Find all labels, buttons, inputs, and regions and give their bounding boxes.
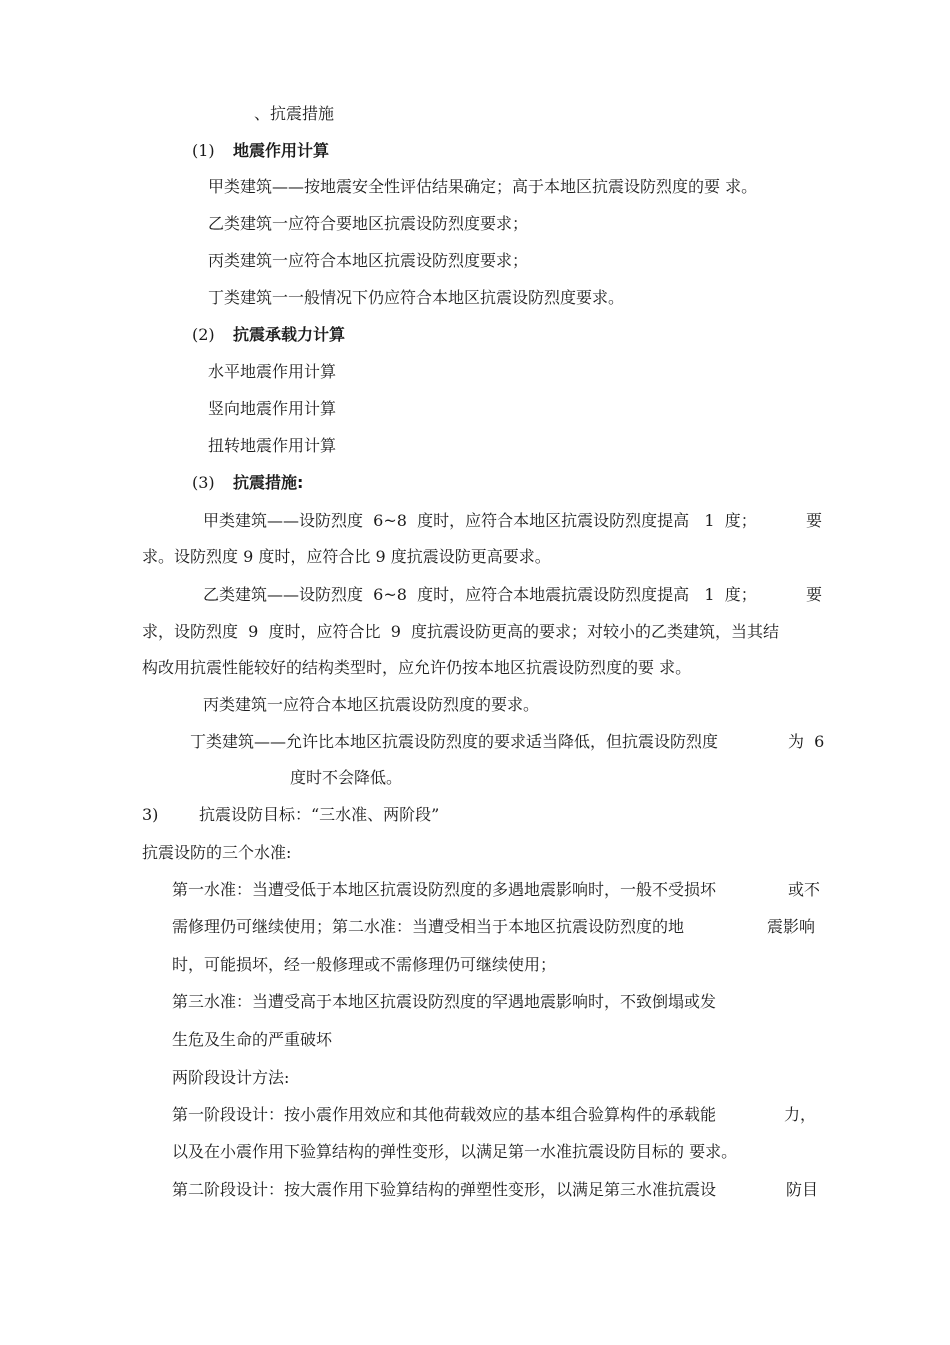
level1-line1-end: 或不	[788, 880, 821, 899]
level3-line1: 第三水准：当遭受高于本地区抗震设防烈度的罕遇地震影响时，不致倒塌或发	[172, 992, 717, 1011]
vertical-action-line: 竖向地震作用计算	[208, 399, 337, 418]
class-a-measure-line2: 求。设防烈度 9 度时，应符合比 9 度抗震设防更高要求。	[142, 547, 551, 566]
two-stage-title: 两阶段设计方法:	[172, 1068, 290, 1087]
level1-line1: 第一水准：当遭受低于本地区抗震设防烈度的多遇地震影响时，一般不受损坏	[172, 880, 717, 899]
class-d-measure-line2: 度时不会降低。	[290, 768, 403, 787]
stage1-line1: 第一阶段设计：按小震作用效应和其他荷载效应的基本组合验算构件的承载能	[172, 1105, 717, 1124]
class-b-measure-line1: 乙类建筑——设防烈度 6~8 度时，应符合本地震抗震设防烈度提高 1 度；	[203, 585, 757, 604]
section-3-title: 抗震措施:	[233, 473, 304, 492]
stage1-line1-end: 力，	[784, 1105, 817, 1124]
class-b-line: 乙类建筑一应符合要地区抗震设防烈度要求；	[208, 214, 529, 233]
class-b-measure-line2: 求，设防烈度 9 度时，应符合比 9 度抗震设防更高的要求；对较小的乙类建筑，当其结	[142, 622, 780, 641]
level1-line2: 需修理仍可继续使用；第二水准：当遭受相当于本地区抗震设防烈度的地	[172, 917, 685, 936]
stage2-line1-end: 防目	[786, 1180, 819, 1199]
section-1-title: 地震作用计算	[233, 141, 330, 160]
torsion-action-line: 扭转地震作用计算	[208, 436, 337, 455]
level1-line3: 时，可能损坏，经一般修理或不需修理仍可继续使用；	[172, 955, 557, 974]
targets-title: 抗震设防目标：“三水准、两阶段”	[199, 805, 440, 824]
class-b-measure-line1-end: 要	[806, 585, 823, 604]
section-2-number: (2)	[192, 325, 215, 344]
class-a-measure-line1-end: 要	[806, 511, 823, 530]
level3-line2: 生危及生命的严重破坏	[172, 1030, 333, 1049]
class-d-measure-line1: 丁类建筑——允许比本地区抗震设防烈度的要求适当降低，但抗震设防烈度	[190, 732, 719, 751]
horizontal-action-line: 水平地震作用计算	[208, 362, 337, 381]
stage1-line2: 以及在小震作用下验算结构的弹性变形，以满足第一水准抗震设防目标的 要求。	[172, 1142, 738, 1161]
targets-number: 3)	[142, 805, 159, 824]
class-c-line: 丙类建筑一应符合本地区抗震设防烈度要求；	[208, 251, 529, 270]
level1-line2-end: 震影响	[767, 917, 816, 936]
section-2-title: 抗震承载力计算	[233, 325, 346, 344]
section-3-number: (3)	[192, 473, 215, 492]
three-levels-title: 抗震设防的三个水准:	[142, 843, 292, 862]
class-d-line: 丁类建筑一一般情况下仍应符合本地区抗震设防烈度要求。	[208, 288, 625, 307]
class-a-measure-line1: 甲类建筑——设防烈度 6~8 度时，应符合本地区抗震设防烈度提高 1 度；	[203, 511, 757, 530]
heading-seismic-measures: 、抗震措施	[254, 104, 335, 123]
section-1-number: (1)	[192, 141, 215, 160]
stage2-line1: 第二阶段设计：按大震作用下验算结构的弹塑性变形，以满足第三水准抗震设	[172, 1180, 717, 1199]
class-d-measure-line1-end: 为 6	[788, 732, 825, 751]
class-a-line: 甲类建筑——按地震安全性评估结果确定；高于本地区抗震设防烈度的要 求。	[208, 177, 758, 196]
class-c-measure: 丙类建筑一应符合本地区抗震设防烈度的要求。	[203, 695, 540, 714]
class-b-measure-line3: 构改用抗震性能较好的结构类型时，应允许仍按本地区抗震设防烈度的要 求。	[142, 658, 692, 677]
